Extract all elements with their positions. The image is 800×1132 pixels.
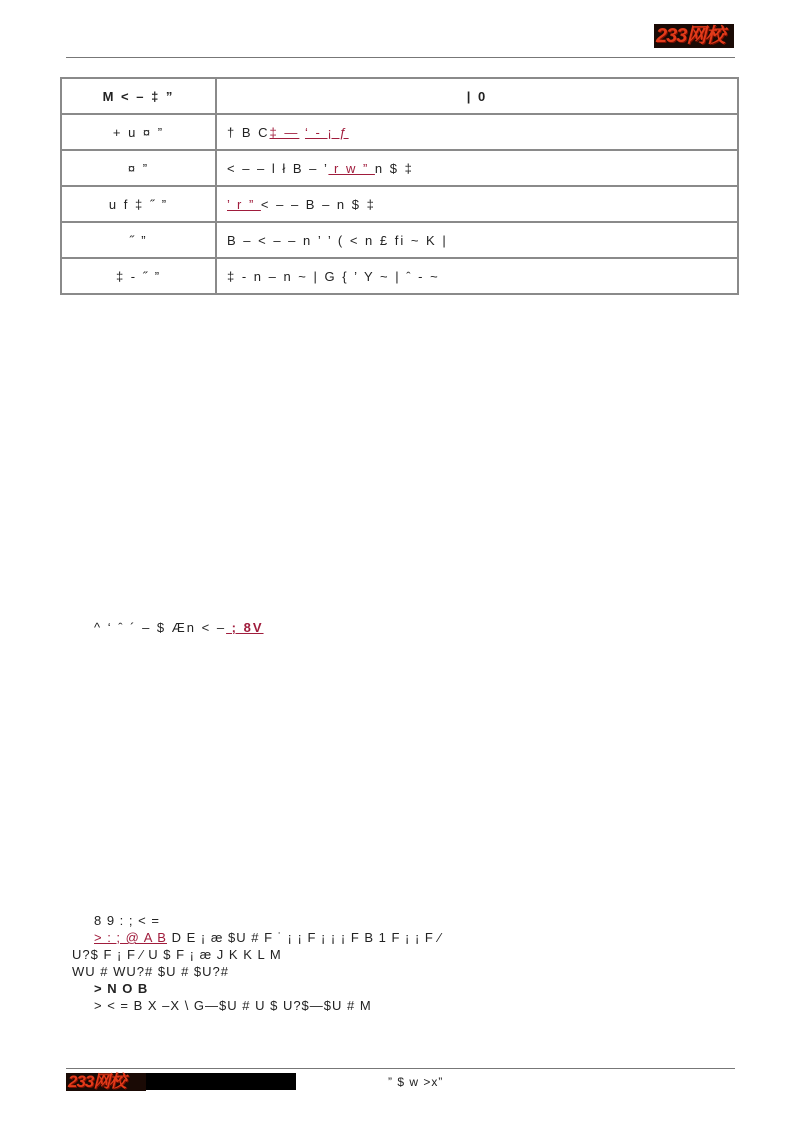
table-header-label: M < – ‡ ” — [61, 78, 216, 114]
footer-divider — [66, 1068, 735, 1069]
notes-line: > N O B — [94, 981, 149, 996]
table-header-value: | 0 — [216, 78, 738, 114]
row-text: ‡ - n – n ~ | G { ’ Y ~ | ˆ - ~ — [227, 268, 440, 284]
notes-line: WU # WU?# $U # $U?# — [72, 964, 229, 979]
notes-text: D E ¡ æ $U # F ˙ ¡ ¡ F ¡ ¡ ¡ F B 1 F ¡ ¡ F ⁄ — [166, 930, 442, 945]
footer-bar — [146, 1073, 296, 1090]
row-text: n $ ‡ — [374, 160, 414, 176]
notes-heading: 8 9 : ; < = — [94, 913, 160, 928]
footer-logo: 233网校 — [66, 1073, 146, 1091]
row-link[interactable]: r w ” — [328, 160, 375, 176]
page-number: ” $ w >x” — [388, 1075, 444, 1089]
row-value — [216, 150, 738, 186]
row-value — [216, 222, 738, 258]
notes-line: U?$ F ¡ F ⁄ U $ F ¡ æ J K K L M — [72, 947, 282, 962]
table-row — [61, 258, 738, 294]
row-label: ¤ ” — [61, 150, 216, 186]
row-text: B – < – – n ’ ’ ( < n £ fi ~ K | — [227, 232, 448, 248]
notes-section — [72, 912, 732, 1014]
brand-logo: 233网校 — [654, 24, 734, 48]
info-table — [60, 77, 739, 295]
paragraph-link[interactable]: ; 8V — [226, 620, 264, 635]
body-paragraph — [94, 620, 264, 635]
row-text: < – – B – n $ ‡ — [260, 196, 376, 212]
row-text: † B C — [227, 124, 270, 140]
row-value — [216, 258, 738, 294]
row-value — [216, 114, 738, 150]
table-row — [61, 114, 738, 150]
row-link[interactable]: ‘ - ¡ ƒ — [304, 124, 349, 140]
row-link[interactable]: ’ r ” — [227, 196, 261, 212]
row-link[interactable]: ‡ — — [269, 124, 300, 140]
row-value — [216, 186, 738, 222]
row-label: ˝ ” — [61, 222, 216, 258]
table-row — [61, 222, 738, 258]
row-label: ‡ - ˝ ” — [61, 258, 216, 294]
notes-line: > < = B X –X \ G—$U # U $ U?$—$U # M — [94, 998, 372, 1013]
row-label: u f ‡ ˝ ” — [61, 186, 216, 222]
notes-link[interactable]: > : ; @ A B — [94, 930, 167, 945]
notes-line — [72, 929, 732, 946]
table-row — [61, 186, 738, 222]
table-header-row — [61, 78, 738, 114]
header-divider — [66, 57, 735, 58]
table-row — [61, 150, 738, 186]
row-label: + u ¤ ” — [61, 114, 216, 150]
row-text: < – – l ł B – ’ — [227, 160, 329, 176]
paragraph-text: ^ ‘ ˆ ´ – $ Æn < – — [94, 620, 227, 635]
